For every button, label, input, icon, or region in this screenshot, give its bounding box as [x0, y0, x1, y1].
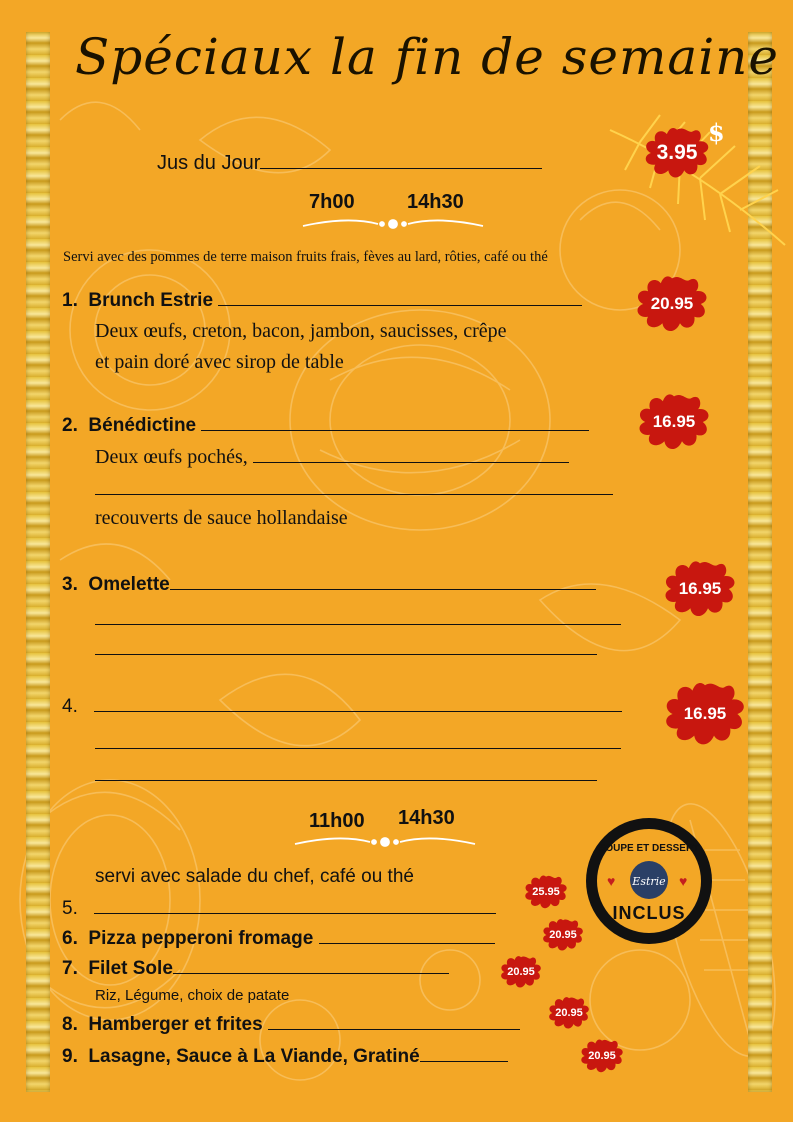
item-5-price-splat [522, 870, 570, 914]
item-1-row [62, 290, 582, 312]
fill-line [201, 429, 589, 431]
breakfast-hours-start: 7h00 [309, 191, 355, 213]
item-3-blank-line-2 [95, 640, 597, 660]
heart-icon: ♥ [607, 873, 616, 889]
juice-label: Jus du Jour [157, 152, 261, 174]
fill-line [94, 912, 496, 914]
item-2-desc-3: recouverts de sauce hollandaise [95, 507, 348, 529]
lunch-item-5-row [62, 898, 496, 920]
item-9-price-splat [578, 1034, 626, 1078]
item-2-blank-line [95, 480, 613, 500]
heart-icon: ♥ [679, 873, 688, 889]
item-6-price-splat [540, 914, 586, 956]
item-number: 4. [62, 696, 78, 717]
item-6-price: 20.95 [549, 929, 577, 941]
item-name: Lasagne, Sauce à La Viande, Gratiné [88, 1046, 420, 1067]
breakfast-note: Servi avec des pommes de terre maison fruits frais, fèves au lard, rôties, café ou thé [63, 249, 548, 265]
fill-line [94, 710, 622, 712]
item-1-desc-1: Deux œufs, creton, bacon, jambon, saucisses, crêpe [95, 320, 507, 342]
item-name: Brunch Estrie [88, 290, 214, 311]
gold-border-left [26, 32, 50, 1092]
item-8-price-splat [546, 992, 592, 1034]
item-9-price: 20.95 [588, 1050, 616, 1062]
item-number: 3. [62, 574, 78, 595]
item-7-price-splat [498, 952, 544, 992]
item-2-price-splat [634, 390, 714, 454]
item-number: 5. [62, 898, 78, 919]
lunch-item-7-row [62, 958, 449, 980]
item-7-price: 20.95 [507, 966, 535, 978]
flourish-divider [290, 830, 480, 852]
item-number: 1. [62, 290, 78, 311]
item-5-price: 25.95 [532, 886, 560, 898]
lunch-note: servi avec salade du chef, café ou thé [95, 866, 414, 887]
item-name: Hamberger et frites [88, 1014, 263, 1035]
item-2-desc-row [95, 446, 569, 469]
item-3-price: 16.95 [678, 579, 722, 598]
badge-bottom-text: INCLUS [612, 903, 686, 923]
item-number: 6. [62, 928, 78, 949]
fill-line [260, 167, 542, 169]
lunch-item-6-row [62, 928, 495, 950]
lunch-hours-start: 11h00 [309, 810, 365, 832]
item-3-price-splat [660, 554, 740, 624]
item-3-row [62, 574, 596, 596]
item-4-price-splat [660, 666, 750, 762]
lunch-item-9-row [62, 1046, 508, 1068]
item-2-desc-1: Deux œufs pochés, [95, 446, 248, 468]
item-3-blank-line-1 [95, 610, 621, 630]
lunch-item-7-desc: Riz, Légume, choix de patate [95, 987, 290, 1004]
fill-line [218, 304, 582, 306]
fill-line [319, 942, 495, 944]
item-name: Pizza pepperoni fromage [88, 928, 314, 949]
lunch-hours-end: 14h30 [398, 807, 455, 829]
item-number: 8. [62, 1014, 78, 1035]
juice-row [157, 152, 542, 175]
badge-top-text: SOUPE ET DESSERT [598, 843, 700, 854]
currency-symbol: $ [708, 118, 725, 147]
item-4-price: 16.95 [683, 704, 727, 723]
item-2-row [62, 415, 589, 437]
item-4-row [62, 696, 622, 718]
item-name: Omelette [88, 574, 170, 595]
item-4-blank-line-2 [95, 766, 597, 786]
item-number: 7. [62, 958, 78, 979]
flourish-divider [298, 212, 488, 234]
fill-line [170, 588, 596, 590]
fill-line [268, 1028, 520, 1030]
item-number: 9. [62, 1046, 78, 1067]
fill-line [173, 972, 449, 974]
item-2-price: 16.95 [652, 412, 696, 431]
fill-line [253, 461, 569, 463]
item-4-blank-line-1 [95, 734, 621, 754]
item-number: 2. [62, 415, 78, 436]
breakfast-hours-end: 14h30 [407, 191, 464, 213]
lunch-item-8-row [62, 1014, 520, 1036]
item-name: Filet Sole [88, 958, 173, 979]
soup-dessert-badge [586, 818, 712, 944]
juice-price: 3.95 [656, 141, 698, 164]
logo-text: Estrie [632, 875, 666, 888]
item-name: Bénédictine [88, 415, 197, 436]
fill-line [420, 1060, 508, 1062]
item-8-price: 20.95 [555, 1007, 583, 1019]
item-1-price-splat [632, 272, 712, 336]
item-1-desc-2: et pain doré avec sirop de table [95, 351, 344, 373]
item-1-price: 20.95 [650, 294, 694, 313]
menu-title: Spéciaux la fin de semaine [75, 28, 779, 86]
juice-price-splat [640, 124, 714, 182]
